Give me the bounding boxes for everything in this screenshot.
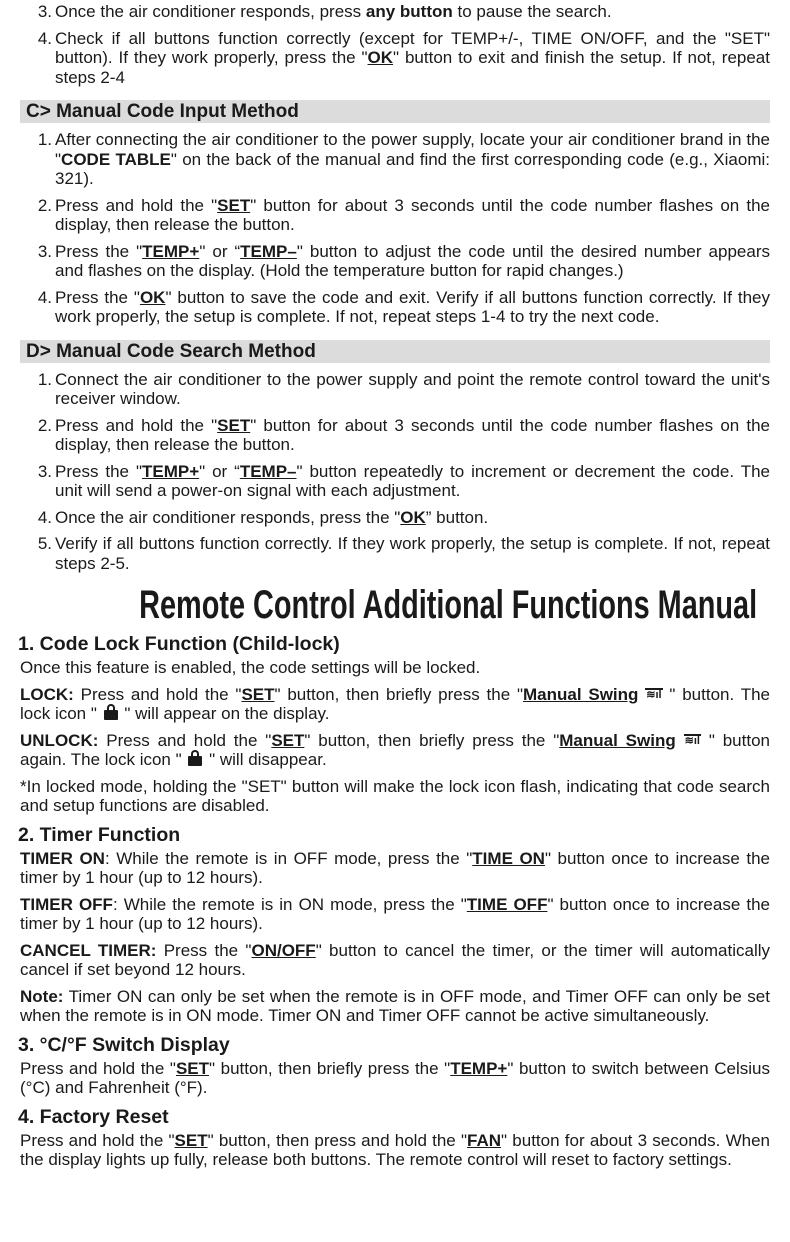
text-run: Press and hold the " (55, 195, 218, 215)
list-number: 1. (37, 369, 52, 389)
paragraph (0, 849, 790, 888)
text-run: Press the " (55, 241, 143, 261)
bold-term: Note: (20, 986, 64, 1006)
list-number: 2. (37, 195, 52, 215)
text-run: " on the back of the manual and find the first corresponding code (e.g., Xiaomi: 321). (55, 149, 770, 188)
emphasized-button-name: SET (271, 730, 305, 750)
subsection-heading: 1. Code Lock Function (Child-lock) (18, 633, 340, 655)
list-item (0, 534, 790, 573)
emphasized-button-name: OK (139, 287, 166, 307)
bold-term: LOCK: (20, 684, 74, 704)
lock-icon (104, 710, 118, 720)
list-item (0, 416, 790, 455)
list-number: 3. (37, 461, 52, 481)
text-run: " button to save the code and exit. Verify if all buttons function correctly. If they work properly, the setup is complete. If not, repeat steps 1-4 to try the next code. (55, 287, 770, 326)
text-run: " button, then press and hold the " (207, 1130, 468, 1150)
emphasized-button-name: TEMP+ (142, 241, 200, 261)
text-run: Press and hold the " (98, 730, 272, 750)
emphasized-button-name: SET (217, 415, 251, 435)
lock-icon (188, 756, 202, 766)
emphasized-button-name: OK (400, 507, 426, 527)
bold-term: TIMER ON (20, 848, 105, 868)
swing-icon: ≋ıl (646, 688, 662, 701)
text-run: " button, then briefly press the " (274, 684, 523, 704)
text-run: " will appear on the display. (124, 704, 330, 723)
text-run: " button once to increase the timer by 1 hour (up to 12 hours). (20, 894, 770, 933)
list-number: 5. (37, 534, 52, 553)
text-run: : While the remote is in OFF mode, press the " (104, 848, 473, 868)
emphasized-button-name: SET (241, 684, 275, 704)
bold-term: CANCEL TIMER: (20, 940, 157, 960)
text-run: " button, then briefly press the " (209, 1058, 451, 1078)
text-run: Press the " (156, 940, 252, 960)
emphasized-button-name: TIME OFF (466, 894, 548, 914)
text-run: *In locked mode, holding the "SET" button will make the lock icon flash, indicating that code search and setup functions are disabled. (20, 776, 770, 815)
list-number: 3. (37, 241, 52, 261)
paragraph (0, 658, 790, 678)
list-item (0, 2, 790, 22)
emphasized-button-name: TEMP+ (450, 1058, 508, 1078)
paragraph (0, 1059, 790, 1098)
text-run: " button to exit and finish the setup. If not, repeat steps 2-4 (55, 48, 770, 87)
emphasized-button-name: FAN (467, 1130, 502, 1150)
paragraph (0, 941, 790, 980)
paragraph (0, 731, 790, 770)
emphasized-button-name: TIME ON (472, 848, 545, 868)
text-run: Timer ON can only be set when the remote is in OFF mode, and Timer OFF can only be set when the remote is in ON mode. Timer ON and Timer OFF cannot be active simultaneously. (20, 986, 770, 1025)
emphasized-button-name: TEMP+ (141, 461, 200, 481)
text-run: Once this feature is enabled, the code settings will be locked. (20, 658, 481, 677)
text-run: Press and hold the " (20, 1058, 176, 1078)
emphasized-button-name: Manual Swing (523, 684, 639, 704)
list-number: 4. (37, 507, 52, 527)
paragraph (0, 987, 790, 1026)
text-run: Press the " (55, 461, 142, 481)
text-run: " button for about 3 seconds until the code number flashes on the display, then release the button. (55, 415, 770, 454)
emphasized-button-name: SET (217, 195, 251, 215)
text-run: " button to switch between Celsius (°C) and Fahrenheit (°F). (20, 1058, 770, 1097)
text-run: " button again. The lock icon " (20, 730, 770, 769)
text-run: After connecting the air conditioner to the power supply, locate your air conditioner brand in the " (55, 130, 770, 169)
text-run: " button for about 3 seconds. When the display lights up fully, release both buttons. The remote control will reset to factory settings. (20, 1130, 770, 1169)
text-run: " button, then briefly press the " (304, 730, 560, 750)
section-heading: C> Manual Code Input Method (20, 100, 770, 123)
manual-title (20, 582, 770, 628)
text-run: Check if all buttons function correctly (except for TEMP+/-, TIME ON/OFF, and the "SET" button). If they work properly, press the " (55, 28, 770, 67)
emphasized-button-name: SET (175, 1058, 210, 1078)
emphasized-button-name: OK (367, 48, 394, 67)
text-run: Press and hold the " (20, 1130, 175, 1150)
list-item (0, 29, 790, 88)
text-run: Press the " (55, 287, 140, 307)
subsection-heading: 4. Factory Reset (18, 1105, 169, 1128)
list-number: 4. (37, 28, 52, 48)
text-run: to pause the search. (452, 2, 612, 21)
text-run: " will disappear. (209, 750, 327, 769)
paragraph (0, 895, 790, 934)
emphasized-button-name: TEMP– (239, 461, 297, 481)
list-number: 4. (37, 287, 52, 307)
emphasized-button-name: SET (174, 1130, 208, 1150)
text-run: " or “ (199, 241, 241, 261)
emphasized-button-name: ON/OFF (251, 940, 316, 960)
text-run: " button to adjust the code until the desired number appears and flashes on the display. (Hold the temperature button for rapid changes.) (55, 241, 770, 280)
list-number: 3. (37, 2, 52, 21)
list-number: 1. (37, 130, 52, 149)
text-run: Press and hold the " (55, 415, 218, 435)
bold-term: CODE TABLE (61, 149, 171, 169)
list-item (0, 130, 790, 189)
text-run: " button. The lock icon " (20, 684, 770, 723)
subsection-heading: 3. °C/°F Switch Display (18, 1033, 230, 1056)
list-item (0, 462, 790, 501)
text-run: Once the air conditioner responds, press the " (55, 507, 401, 527)
text-run: Once the air conditioner responds, press (55, 2, 366, 21)
title-text: Remote Control Additional Functions Manual (139, 583, 758, 627)
text-run: " button for about 3 seconds until the code number flashes on the display, then release the button. (55, 195, 770, 234)
list-item (0, 242, 790, 281)
title-wrap (20, 582, 790, 628)
section-heading: D> Manual Code Search Method (20, 340, 770, 363)
paragraph (0, 777, 790, 816)
text-run: Connect the air conditioner to the power supply and point the remote control toward the unit's receiver window. (55, 369, 770, 408)
text-run: Verify if all buttons function correctly. If they work properly, the setup is complete. If not, repeat steps 2-5. (55, 534, 770, 573)
text-run: " button once to increase the timer by 1 hour (up to 12 hours). (20, 848, 770, 887)
text-run: " or “ (199, 461, 240, 481)
emphasized-button-name: TEMP– (240, 241, 297, 261)
text-run: Press and hold the " (73, 684, 242, 704)
list-item (0, 196, 790, 235)
list-number: 2. (37, 415, 52, 435)
text-run: " button repeatedly to increment or decrement the code. The unit will send a power-on signal with each adjustment. (55, 461, 770, 500)
emphasized-button-name: Manual Swing (559, 730, 676, 750)
text-run: ” button. (425, 507, 489, 527)
swing-icon: ≋ıl (684, 734, 700, 747)
text-run: : While the remote is in ON mode, press the " (112, 894, 467, 914)
paragraph (0, 1131, 790, 1170)
text-run: " button to cancel the timer, or the timer will automatically cancel if set beyond 12 hours. (20, 940, 771, 979)
list-item (0, 370, 790, 409)
list-item (0, 288, 790, 327)
bold-term: any button (365, 2, 453, 21)
bold-term: TIMER OFF (20, 894, 113, 914)
list-item (0, 508, 790, 528)
bold-term: UNLOCK: (20, 730, 99, 750)
subsection-heading: 2. Timer Function (18, 823, 181, 846)
paragraph (0, 685, 790, 724)
